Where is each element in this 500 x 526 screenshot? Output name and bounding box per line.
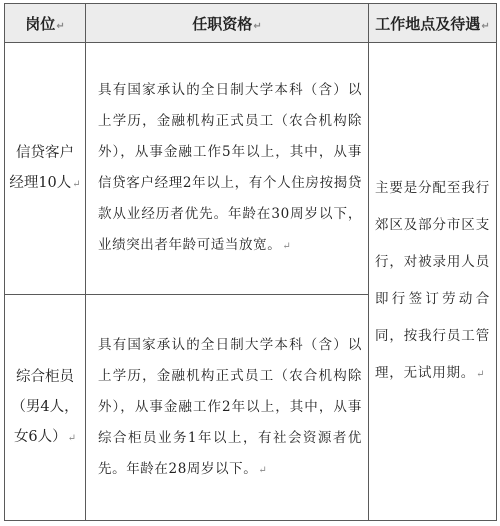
location-cell: 主要是分配至我行郊区及部分市区支行，对被录用人员即行签订劳动合同，按我行员工管理，无试用期。↵ — [369, 43, 497, 521]
job-table — [4, 3, 497, 521]
table-row — [5, 43, 497, 295]
header-row — [5, 4, 497, 43]
header-position: 岗位↵ — [5, 4, 86, 43]
position-cell: 综合柜员（男4人，女6人）↵ — [5, 295, 86, 521]
position-cell: 信贷客户经理10人↵ — [5, 43, 86, 295]
qualification-cell: 具有国家承认的全日制大学本科（含）以上学历，金融机构正式员工（农合机构除外），从事金融工作5年以上，其中，从事信贷客户经理2年以上，有个人住房按揭贷款从业经历者优先。年龄在30周岁以下，业绩突出者年龄可适当放宽。↵ — [86, 43, 369, 295]
header-location: 工作地点及待遇↵ — [369, 4, 497, 43]
qualification-cell: 具有国家承认的全日制大学本科（含）以上学历，金融机构正式员工（农合机构除外），从事金融工作2年以上，其中，从事综合柜员业务1年以上，有社会资源者优先。年龄在28周岁以下。↵ — [86, 295, 369, 521]
header-qualification: 任职资格↵ — [86, 4, 369, 43]
